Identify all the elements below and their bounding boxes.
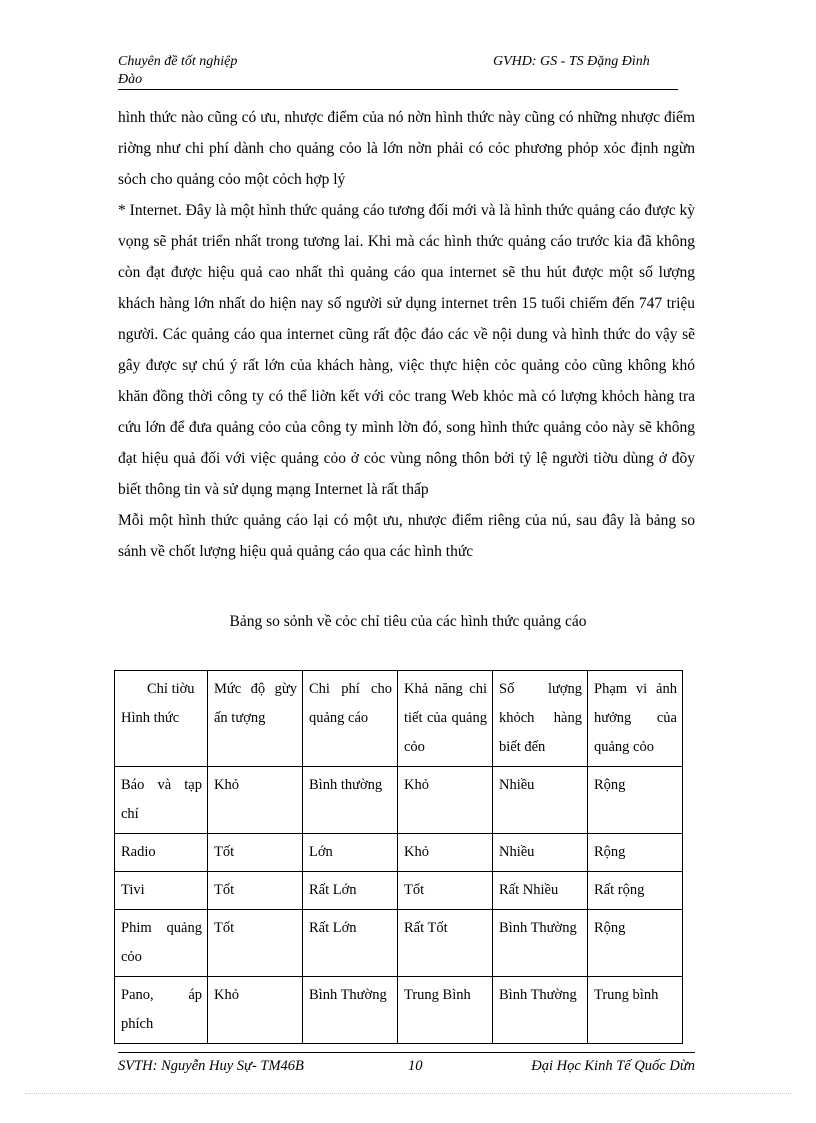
table-cell: Bình Thường [303, 977, 398, 1044]
table-cell: Khỏ [398, 834, 493, 872]
table-cell: Trung bình [588, 977, 683, 1044]
table-cell: Tốt [208, 834, 303, 872]
table-cell: Tốt [208, 872, 303, 910]
table-cell: Rất Lớn [303, 910, 398, 977]
table-cell: Khỏ [208, 977, 303, 1044]
table-caption: Bảng so sỏnh về cỏc chỉ tiêu của các hình thức quảng cáo [229, 613, 587, 630]
footer-author: SVTH: Nguyễn Huy Sự- TM46B [118, 1058, 304, 1074]
paragraph: * Internet. Đây là một hình thức quảng cáo tương đối mới và là hình thức quảng cáo được kỳ vọng sẽ phát triển nhất trong tương lai. Khi mà các hình thức quảng cáo trước kia đã không còn đạt được hiệu quả cao nhất thì quảng cáo qua internet sẽ thu hút được một số lượng khách hàng lớn nhất do hiện nay số người sử dụng internet trên 15 tuổi chiếm đến 747 triệu người. Các quảng cáo qua internet cũng rất độc đáo các về nội dung và hình thức do vậy sẽ gây được sự chú ý rất lớn của khách hàng, việc thực hiện cỏc quảng cỏo cũng không khó khăn đồng thời công ty có thể liờn kết với cỏc trang Web khỏc mà có lượng khỏch hàng tra cứu lớn để đưa quảng cỏo của công ty mình lờn đó, song hình thức quảng cỏo này sẽ không đạt hiệu quả đối với việc quảng cỏo ở cỏc vùng nông thôn bởi tỷ lệ người tiờu dùng ở đõy biết thông tin và sử dụng mạng Internet là rất thấp [118, 202, 695, 498]
table-cell: Bình Thường [493, 910, 588, 977]
footer-university: Đại Học Kinh Tế Quốc Dừn [531, 1058, 695, 1074]
paragraph: Mỗi một hình thức quảng cáo lại có một ưu, nhược điểm riêng của nú, sau đây là bảng so sánh về chốt lượng hiệu quả quảng cáo qua các hình thức [118, 512, 695, 560]
table-cell: Rất Tốt [398, 910, 493, 977]
table-row [115, 834, 683, 872]
table-cell: Nhiều [493, 834, 588, 872]
table-cell: Tốt [208, 910, 303, 977]
column-header: Khả năng chi tiết của quảng cỏo [398, 671, 493, 767]
table-cell: Khỏ [208, 767, 303, 834]
row-label: Báo và tạp chí [115, 767, 208, 834]
header-corner-cell [115, 671, 208, 767]
column-header: Số lượng khỏch hàng biết đến [493, 671, 588, 767]
table-cell: Rộng [588, 834, 683, 872]
page-header [118, 53, 678, 90]
row-label: Radio [115, 834, 208, 872]
table-cell: Rộng [588, 767, 683, 834]
corner-bottom-label: Hình thức [121, 710, 180, 726]
table-cell: Bình thường [303, 767, 398, 834]
column-header: Phạm vi ảnh hưởng của quảng cỏo [588, 671, 683, 767]
table-cell: Bình Thường [493, 977, 588, 1044]
row-label: Phim quảng cỏo [115, 910, 208, 977]
header-right-wrap: Đào [118, 72, 143, 87]
table-cell: Khỏ [398, 767, 493, 834]
table-row [115, 872, 683, 910]
row-label: Tivi [115, 872, 208, 910]
paragraph: hình thức nào cũng có ưu, nhược điểm của nó nờn hình thức này cũng có những nhược điểm riờng như chi phí dành cho quảng cỏo là lớn nờn phải có cỏc phương phỏp xỏc định ngừn sỏch cho quảng cỏo một cỏch hợp lý [118, 109, 695, 188]
table-cell: Nhiều [493, 767, 588, 834]
table-cell: Trung Bình [398, 977, 493, 1044]
column-header: Chi phí cho quảng cáo [303, 671, 398, 767]
row-label: Pano, áp phích [115, 977, 208, 1044]
page-footer [118, 1052, 695, 1074]
table-row [115, 767, 683, 834]
table-row [115, 910, 683, 977]
table-cell: Tốt [398, 872, 493, 910]
table-row [115, 977, 683, 1044]
table-cell: Lớn [303, 834, 398, 872]
comparison-table [114, 670, 683, 1044]
header-right: GVHD: GS - TS Đặng Đình [493, 54, 650, 69]
column-header: Mức độ gừy ấn tượng [208, 671, 303, 767]
table-cell: Rộng [588, 910, 683, 977]
body-text [118, 102, 695, 567]
table-header-row [115, 671, 683, 767]
table-cell: Rất Lớn [303, 872, 398, 910]
header-left: Chuyên đề tốt nghiệp [118, 54, 238, 69]
corner-top-label: Chỉ tiờu [147, 681, 195, 697]
table-cell: Rất Nhiều [493, 872, 588, 910]
page-number: 10 [408, 1058, 423, 1074]
table-cell: Rất rộng [588, 872, 683, 910]
page-edge-divider [25, 1093, 791, 1094]
